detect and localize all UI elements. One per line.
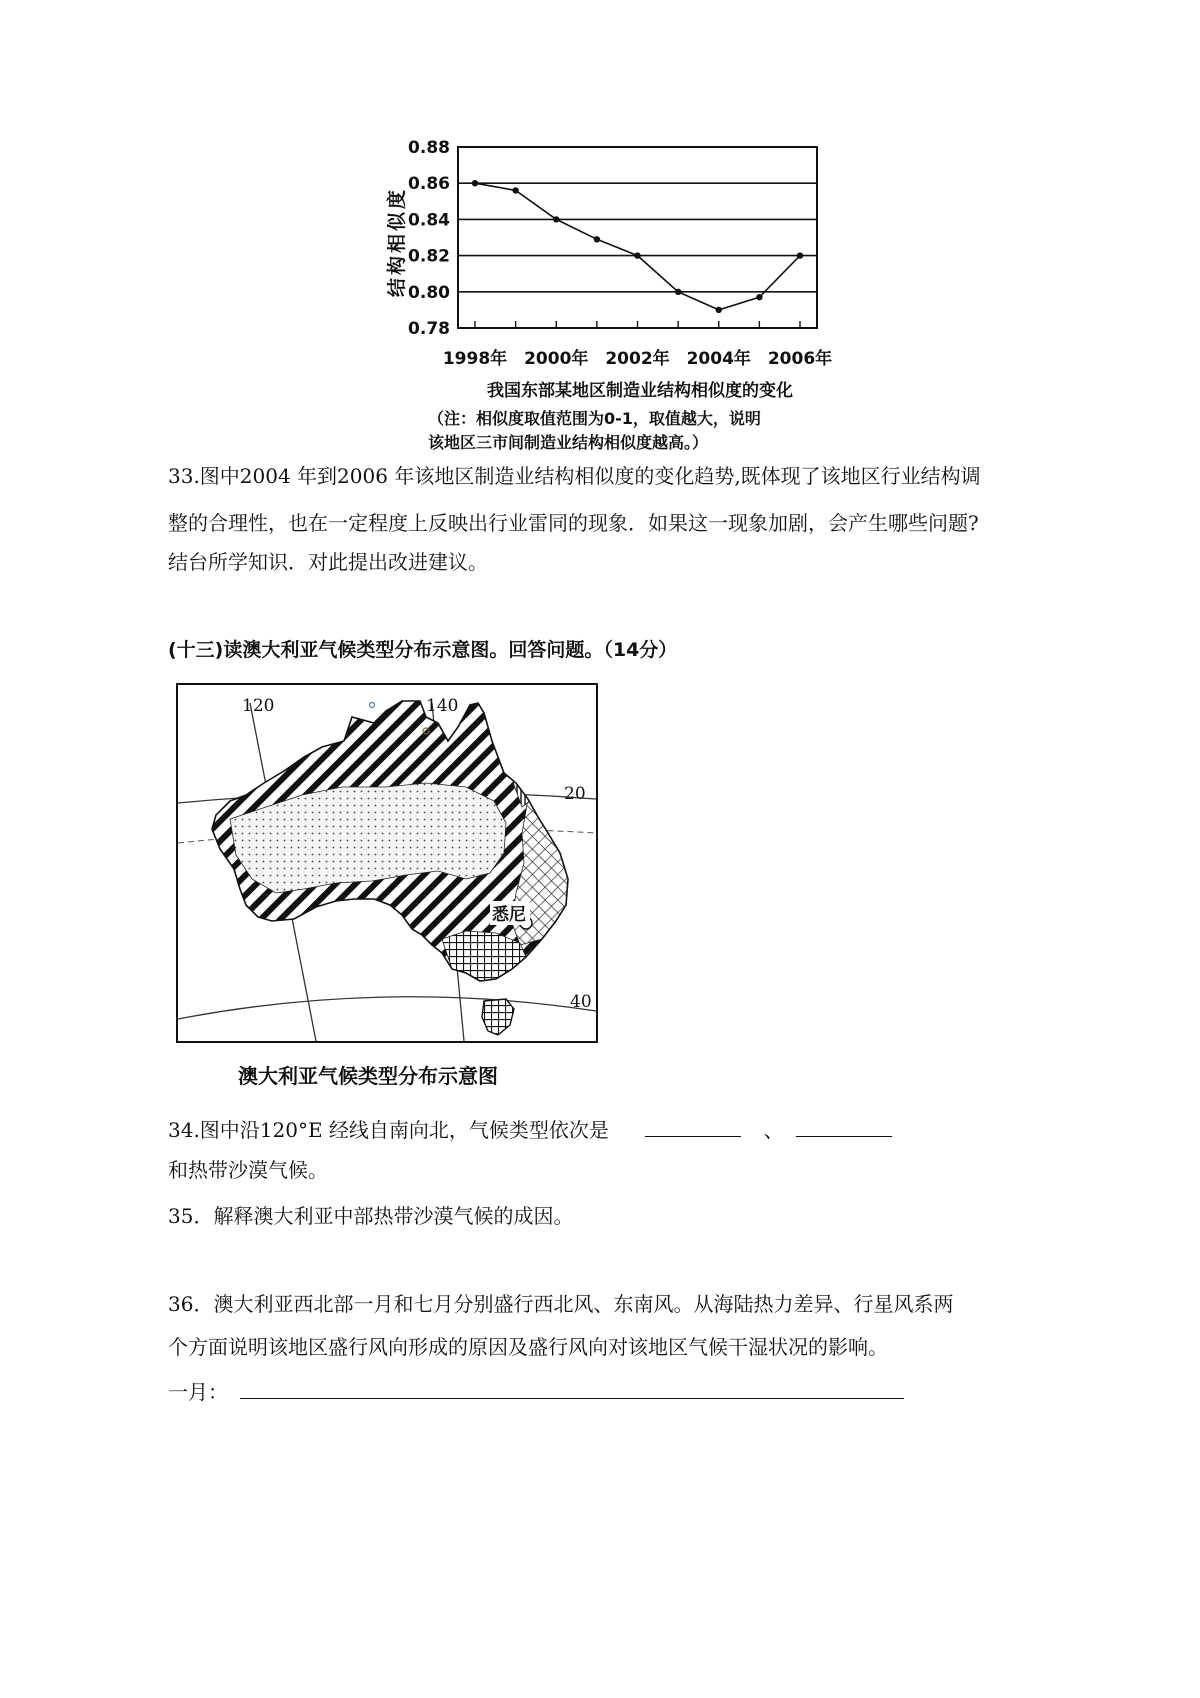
chart-x-tick-labels: [443, 348, 832, 369]
label-longitude-120: 120: [242, 696, 275, 716]
chart-y-tick-label: 0.82: [408, 246, 450, 267]
chart-note-line1: （注：相似度取值范围为0-1，取值越大，说明: [428, 409, 761, 428]
similarity-line-chart: [370, 130, 850, 460]
australia-climate-map: [176, 683, 598, 1043]
question-36-january: [168, 1380, 904, 1402]
section-13-heading: (十三)读澳大利亚气候类型分布示意图。回答问题。（14分）: [168, 639, 678, 661]
question-33-line2: 整的合理性，也在一定程度上反映出行业雷同的现象．如果这一现象加剧，会产生哪些问题?: [168, 511, 979, 535]
chart-data-point: [634, 252, 640, 258]
answer-blank-34b[interactable]: [796, 1118, 892, 1137]
chart-x-tick-label: 2004年: [686, 349, 751, 369]
question-36-line2: 个方面说明该地区盛行风向形成的原因及盛行风向对该地区气候干湿状况的影响。: [168, 1335, 888, 1359]
question-34-line1: [168, 1118, 892, 1140]
chart-data-point: [716, 307, 722, 313]
chart-data-point: [512, 187, 518, 193]
chart-x-tick-marks: [475, 321, 800, 328]
similarity-series-line: [475, 183, 800, 310]
label-longitude-140: 140: [426, 696, 459, 716]
map-caption: 澳大利亚气候类型分布示意图: [238, 1064, 498, 1088]
chart-y-tick-labels: [408, 138, 450, 339]
chart-gridlines: [458, 183, 817, 292]
chart-data-point: [675, 289, 681, 295]
answer-blank-34a[interactable]: [645, 1118, 741, 1137]
question-34-text: 34.图中沿120°E 经线自南向北，气候类型依次是: [168, 1118, 609, 1142]
chart-x-tick-label: 2006年: [767, 349, 833, 369]
chart-data-point: [553, 216, 559, 222]
label-sydney: 悉尼: [492, 905, 526, 925]
chart-data-point: [472, 180, 478, 186]
chart-y-tick-label: 0.88: [408, 138, 450, 158]
label-latitude-40: 40: [570, 992, 592, 1012]
question-33-line3: 结台所学知识．对此提出改进建议。: [168, 550, 488, 574]
question-35: 35．解释澳大利亚中部热带沙漠气候的成因。: [168, 1204, 574, 1228]
chart-x-tick-label: 1998年: [442, 349, 508, 369]
chart-y-tick-label: 0.86: [408, 174, 450, 195]
question-34-separator: 、: [763, 1118, 784, 1142]
question-34-line2: 和热带沙漠气候。: [168, 1158, 328, 1182]
chart-title: 我国东部某地区制造业结构相似度的变化: [487, 381, 793, 401]
chart-data-point: [756, 294, 762, 300]
chart-note-line2: 该地区三市间制造业结构相似度越高。）: [428, 433, 709, 452]
chart-y-tick-label: 0.78: [408, 319, 450, 339]
question-36-january-label: 一月：: [168, 1380, 228, 1404]
similarity-series-points: [472, 180, 803, 313]
chart-y-tick-label: 0.84: [408, 210, 450, 231]
label-latitude-20: 20: [564, 784, 586, 804]
chart-data-point: [594, 236, 600, 242]
answer-line-january[interactable]: [240, 1380, 904, 1399]
chart-plot-frame: [458, 147, 817, 328]
chart-y-tick-label: 0.80: [408, 282, 450, 303]
chart-x-tick-label: 2002年: [605, 349, 670, 369]
question-33-line1: 33.图中2004 年到2006 年该地区制造业结构相似度的变化趋势,既体现了该地区行业结构调: [168, 464, 981, 488]
question-36-line1: 36．澳大利亚西北部一月和七月分别盛行西北风、东南风。从海陆热力差异、行星风系两: [168, 1292, 954, 1316]
chart-x-tick-label: 2000年: [524, 349, 589, 369]
chart-y-axis-label: 结构相似度: [386, 186, 408, 298]
chart-data-point: [797, 252, 803, 258]
